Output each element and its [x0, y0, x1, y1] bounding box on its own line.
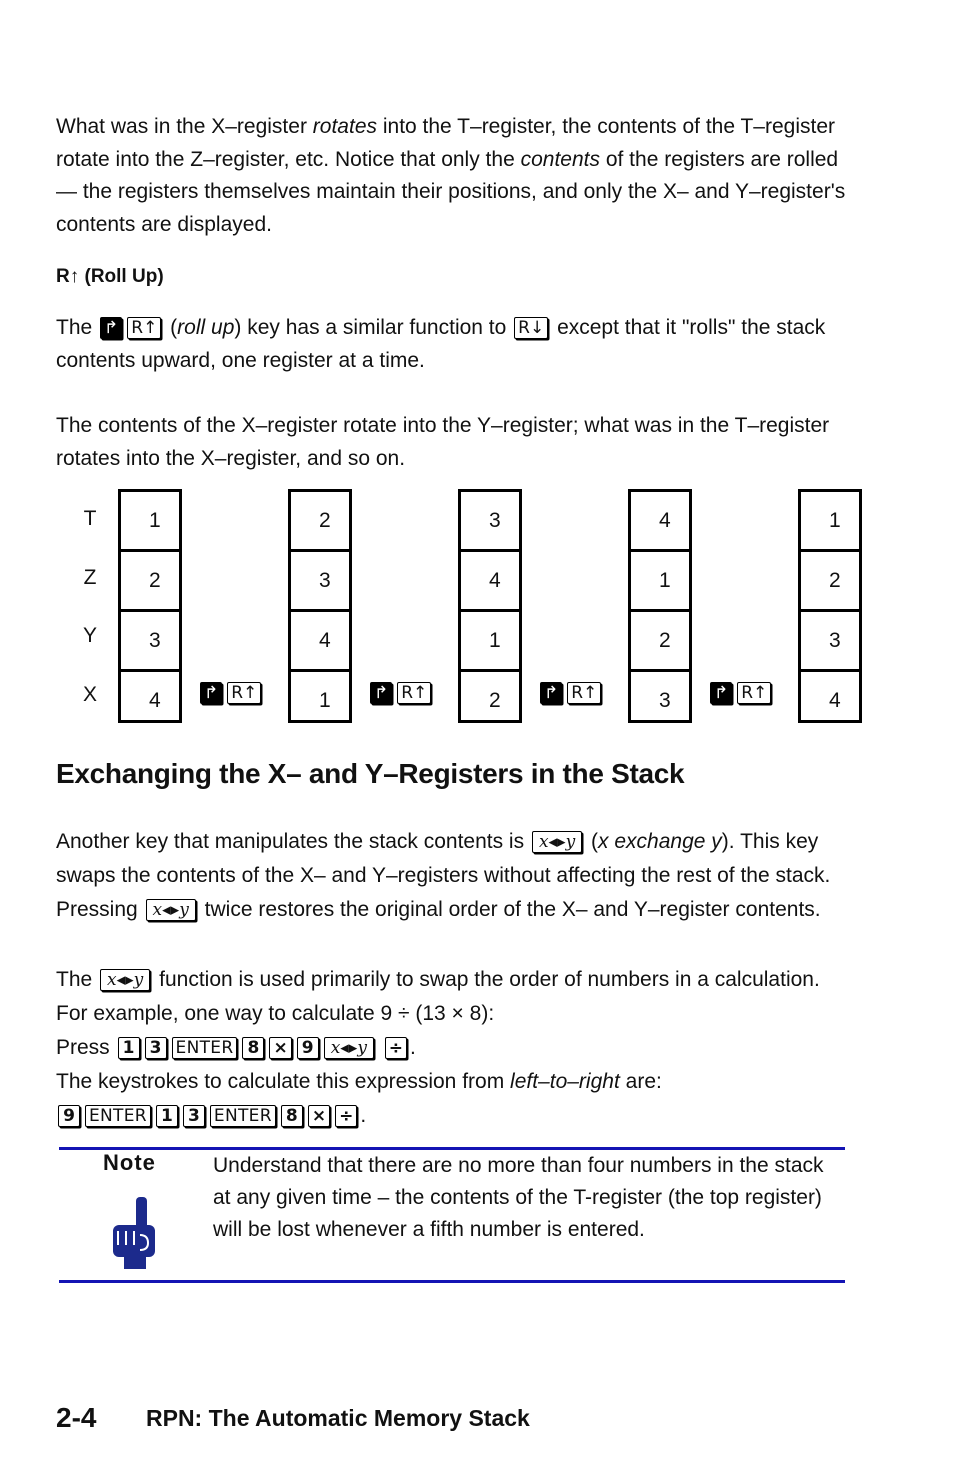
stack-state-4: [628, 489, 692, 723]
x-exchange-y-key-icon: x◂▸y: [146, 899, 196, 921]
enter-key-icon: ENTER: [85, 1105, 151, 1127]
stack-state-3: [458, 489, 522, 723]
stack-cell: 1: [319, 689, 331, 712]
stack-cell: 4: [461, 552, 519, 612]
key-9-icon: 9: [58, 1105, 80, 1127]
multiply-key-icon: ×: [269, 1037, 291, 1059]
exchange-text-c: twice restores the original order of the X– and Y–register contents.: [204, 898, 821, 921]
stack-cell: 2: [489, 689, 501, 712]
roll-up-key-icon: R↑: [127, 317, 161, 339]
stack-cell: 1: [461, 612, 519, 672]
shift-key-icon: ↱: [200, 682, 222, 704]
register-label-x: X: [82, 683, 97, 706]
roll-down-key-icon: R↓: [514, 317, 548, 339]
exchange-em: x exchange y: [598, 830, 722, 853]
intro-text-1: What was in the X–register: [56, 115, 307, 138]
stack-cell: 1: [631, 552, 689, 612]
note-bottom-rule: [59, 1280, 845, 1283]
rollup-the: The: [56, 316, 93, 339]
roll-up-key-icon: R↑: [737, 682, 771, 704]
roll-up-key-icon: R↑: [567, 682, 601, 704]
stack-cell: 4: [829, 689, 841, 712]
divide-key-icon: ÷: [385, 1037, 407, 1059]
exchange-text-a: Another key that manipulates the stack contents is: [56, 830, 525, 853]
roll-up-keys-1: [198, 682, 264, 704]
stack-cell: 4: [291, 612, 349, 672]
enter-key-icon: ENTER: [210, 1105, 276, 1127]
rollup-text-a: key has a similar function to: [247, 316, 507, 339]
roll-up-key-icon: R↑: [397, 682, 431, 704]
rollup-paragraph-2: The contents of the X–register rotate into the Y–register; what was in the T–register rotates into the X–register, and so on.: [56, 414, 830, 470]
intro-em-contents: contents: [520, 147, 600, 171]
stack-cell: 3: [801, 612, 859, 672]
key-1-icon: 1: [156, 1105, 178, 1127]
exchange-em-ltr: left–to–right: [510, 1070, 620, 1093]
rollup-em: roll up: [177, 316, 235, 339]
stack-cell: 4: [149, 689, 161, 712]
exchange-text-b: ). This key swaps the contents of the X– and Y–registers without affecting the rest of the stack. Pressing: [56, 830, 831, 921]
exchange-text-p2: function is used primarily to swap the order of numbers in a calculation. For example, one way to calculate 9 ÷ (13 × 8):: [56, 968, 820, 1025]
stack-state-2: [288, 489, 352, 723]
roll-up-keys-4: [708, 682, 774, 704]
press-label: Press: [56, 1036, 110, 1059]
key-9-icon: 9: [297, 1037, 319, 1059]
exchange-text-are: are:: [625, 1070, 662, 1093]
register-label-y: Y: [82, 624, 97, 647]
divide-key-icon: ÷: [335, 1105, 357, 1127]
key-3-icon: 3: [183, 1105, 205, 1127]
rollup-text-b: except that it "rolls" the stack contents upward, one register at a time.: [56, 316, 826, 372]
enter-key-icon: ENTER: [172, 1037, 238, 1059]
stack-cell: 3: [659, 689, 671, 712]
stack-cell: 4: [631, 492, 689, 552]
stack-cell: 2: [631, 612, 689, 672]
x-exchange-y-key-icon: x◂▸y: [532, 831, 582, 853]
note-text: Understand that there are no more than four numbers in the stack at any given time – the contents of the T-register (the top register) will be lost whenever a fifth number is entered.: [213, 1154, 824, 1241]
shift-key-icon: ↱: [540, 682, 562, 704]
key-8-icon: 8: [242, 1037, 264, 1059]
multiply-key-icon: ×: [308, 1105, 330, 1127]
stack-cell: 2: [801, 552, 859, 612]
roll-up-keys-2: [368, 682, 434, 704]
rollup-heading: R↑ (Roll Up): [56, 266, 164, 287]
section-heading: Exchanging the X– and Y–Registers in the Stack: [56, 758, 685, 789]
stack-cell: 3: [461, 492, 519, 552]
key-1-icon: 1: [118, 1037, 140, 1059]
exchange-paragraph-1: Another key that manipulates the stack contents is x◂▸y (x exchange y). This key swaps the contents of the X– and Y–registers without affecting the rest of the stack. Pressing x◂▸y twice restores the original order of the X– and Y–register contents.: [56, 830, 831, 921]
x-exchange-y-key-icon: x◂▸y: [100, 969, 150, 991]
stack-cell: 1: [121, 492, 179, 552]
roll-up-key-icon: R↑: [227, 682, 261, 704]
stack-state-1: [118, 489, 182, 723]
intro-paragraph: [56, 111, 856, 241]
key-8-icon: 8: [281, 1105, 303, 1127]
stack-cell: 3: [121, 612, 179, 672]
chapter-title: RPN: The Automatic Memory Stack: [146, 1405, 530, 1431]
stack-cell: 1: [801, 492, 859, 552]
intro-text-3: of the registers are rolled — the registers themselves maintain their positions, and only the X– and Y–register's contents are displayed.: [56, 147, 846, 236]
roll-up-keys-3: [538, 682, 604, 704]
stack-cell: 2: [121, 552, 179, 612]
shift-key-icon: ↱: [100, 317, 122, 339]
x-exchange-y-key-icon: x◂▸y: [324, 1037, 374, 1059]
shift-key-icon: ↱: [710, 682, 732, 704]
intro-em-rotates: rotates: [312, 115, 377, 138]
pointing-hand-icon: [110, 1195, 160, 1276]
page-number: 2-4: [56, 1402, 97, 1433]
key-3-icon: 3: [145, 1037, 167, 1059]
rollup-paragraph: The ↱ R↑ (roll up) key has a similar function to R↓ except that it "rolls" the stack contents upward, one register at a time.: [56, 316, 826, 372]
intro-text-2: into the T–register, the contents of the T–register rotate into the Z–register, etc. Notice that only the: [56, 115, 835, 171]
stack-cell: 2: [291, 492, 349, 552]
shift-key-icon: ↱: [370, 682, 392, 704]
stack-state-5: [798, 489, 862, 723]
register-label-t: T: [83, 507, 97, 530]
exchange-the: The: [56, 968, 93, 991]
stack-cell: 3: [291, 552, 349, 612]
exchange-text-p3: The keystrokes to calculate this expression from: [56, 1070, 505, 1093]
exchange-paragraph-2: The x◂▸y function is used primarily to swap the order of numbers in a calculation. For example, one way to calculate 9 ÷ (13 × 8): Press 1 3 ENTER 8 × 9 x◂▸y ÷ . The keystrokes to calculate this expression from left–to–right are: 9 ENTER 1 3 ENTER 8 × ÷ .: [56, 968, 820, 1127]
note-title: Note: [103, 1150, 156, 1175]
register-label-z: Z: [83, 566, 97, 589]
